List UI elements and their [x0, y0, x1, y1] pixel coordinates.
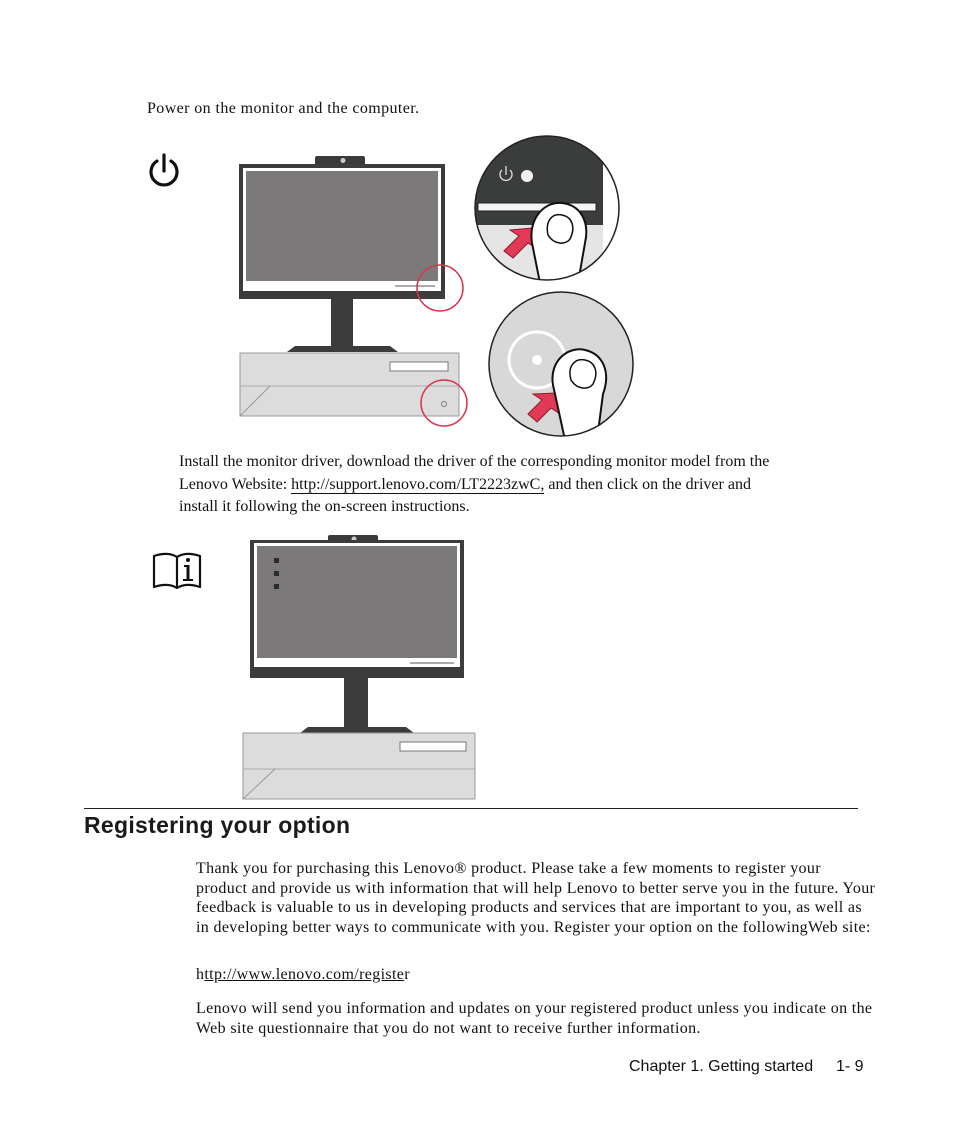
monitor-computer-illustration-power [235, 152, 470, 432]
lenovo-followup-paragraph: Lenovo will send you information and updates on your registered product unless you indicate on the Web site questionnaire that you do not want to receive further information. [196, 1000, 873, 1037]
driver-install-text [179, 451, 789, 519]
monitor-computer-illustration-driver [240, 532, 480, 802]
section-divider [84, 808, 858, 809]
monitor-stand [331, 299, 353, 347]
screen-bullet [274, 558, 279, 563]
section-title: Registering your option [84, 812, 351, 838]
zoom-pc-power-button [485, 290, 637, 440]
screen-bullet [274, 571, 279, 576]
monitor-stand [344, 678, 368, 728]
footer-chapter: Chapter 1. Getting started [629, 1058, 814, 1075]
screen-bullet [274, 584, 279, 589]
monitor-screen [257, 546, 457, 658]
webcam [315, 156, 365, 165]
power-icon [146, 152, 182, 190]
driver-text-after: and then click on the driver and install it following the on-screen instructions. [179, 475, 751, 515]
register-paragraph: Thank you for purchasing this Lenovo® product. Please take a few moments to register your product and provide us with information that will help Lenovo to better serve you in the future. Your feedback is valuable to us in developing products and services that are important to you, as well as in developing better ways to communicate with you. Register your option on the followingWeb site: [196, 860, 876, 936]
register-url-lead: h [196, 966, 205, 983]
register-url-tail: r [404, 966, 410, 983]
info-book-icon [151, 550, 203, 590]
step-power-text: Power on the monitor and the computer. [147, 100, 420, 117]
footer-page-number: 1- 9 [836, 1058, 864, 1075]
zoom-monitor-power-button [470, 133, 625, 283]
register-url[interactable] [196, 966, 410, 984]
driver-text-before: Install the monitor driver, download the driver of the corresponding monitor model from the Lenovo Website: [179, 453, 770, 493]
monitor-screen [246, 171, 438, 281]
register-url-main[interactable]: ttp://www.lenovo.com/registe [204, 966, 405, 983]
driver-download-link[interactable]: http://support.lenovo.com/LT2223zwC, [291, 475, 545, 493]
